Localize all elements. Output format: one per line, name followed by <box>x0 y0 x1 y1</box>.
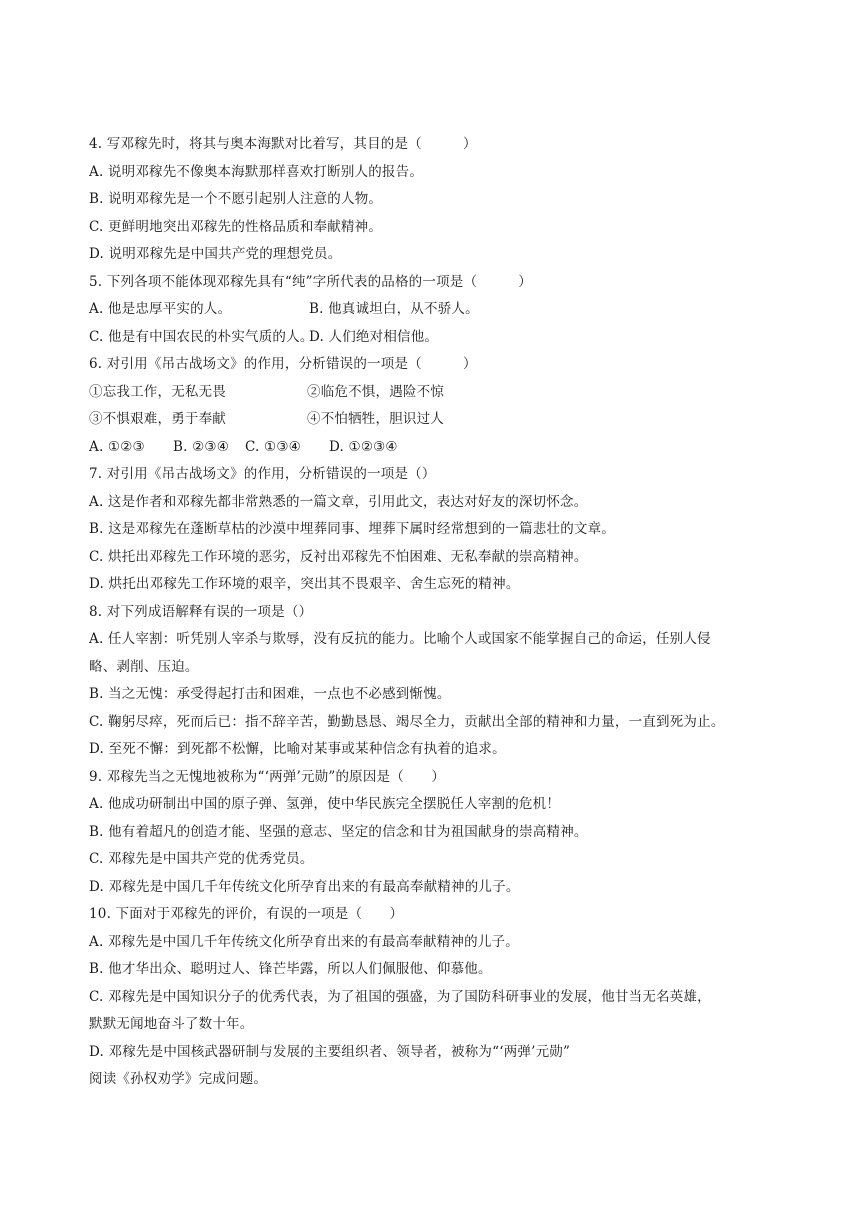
question-6-stem: 6. 对引用《吊古战场文》的作用，分析错误的一项是（ ） <box>89 356 477 372</box>
question-4-option-c: C. 更鲜明地突出邓稼先的性格品质和奉献精神。 <box>89 218 383 235</box>
question-4-option-a: A. 说明邓稼先不像奥本海默那样喜欢打断别人的报告。 <box>89 163 424 180</box>
question-8-option-d: D. 至死不懈：到死都不松懈，比喻对某事或某种信念有执着的追求。 <box>89 741 506 757</box>
question-7-option-d: D. 烘托出邓稼先工作环境的艰辛，突出其不畏艰辛、舍生忘死的精神。 <box>89 576 520 592</box>
question-10-option-a: A. 邓稼先是中国几千年传统文化所孕育出来的有最高奉献精神的儿子。 <box>89 933 519 950</box>
question-7-option-c: C. 烘托出邓稼先工作环境的恶劣，反衬出邓稼先不怕困难、无私奉献的崇高精神。 <box>89 548 588 565</box>
question-9-option-b: B. 他有着超凡的创造才能、坚强的意志、坚定的信念和甘为祖国献身的崇高精神。 <box>89 823 588 840</box>
question-6-option-b: B. ②③④ <box>173 438 230 455</box>
question-4-option-d: D. 说明邓稼先是中国共产党的理想党员。 <box>89 246 342 262</box>
question-9-option-c: C. 邓稼先是中国共产党的优秀党员。 <box>89 851 314 867</box>
reading-prompt: 阅读《孙权劝学》完成问题。 <box>89 1071 268 1087</box>
question-6-items-row-1 <box>89 379 789 407</box>
question-8-stem: 8. 对下列成语解释有误的一项是（） <box>89 603 313 620</box>
question-4-stem: 4. 写邓稼先时，将其与奥本海默对比着写，其目的是（ ） <box>89 136 477 152</box>
question-5-stem: 5. 下列各项不能体现邓稼先具有“纯”字所代表的品格的一项是（ ） <box>89 273 532 290</box>
question-6-item-1: ①忘我工作，无私无畏 <box>89 383 226 400</box>
question-9-option-d: D. 邓稼先是中国几千年传统文化所孕育出来的有最高奉献精神的儿子。 <box>89 878 520 895</box>
question-5-option-d: D. 人们绝对相信他。 <box>309 328 439 345</box>
question-7-option-b: B. 这是邓稼先在蓬断草枯的沙漠中埋葬同事、埋葬下属时经常想到的一篇悲壮的文章。 <box>89 521 616 537</box>
question-7-stem: 7. 对引用《吊古战场文》的作用，分析错误的一项是（） <box>89 466 436 482</box>
question-6-options-row <box>89 434 789 462</box>
question-4-option-b: B. 说明邓稼先是一个不愿引起别人注意的人物。 <box>89 191 383 207</box>
question-10-option-d: D. 邓稼先是中国核武器研制与发展的主要组织者、领导者，被称为“‘两弹’元勋” <box>89 1043 571 1060</box>
question-10-option-c-line-1: C. 邓稼先是中国知识分子的优秀代表，为了祖国的强盛，为了国防科研事业的发展，他甘当无名英雄， <box>89 988 711 1005</box>
question-6-option-c: C. ①③④ <box>245 438 301 455</box>
question-6-option-d: D. ①②③④ <box>329 438 398 455</box>
question-6-items-row-2 <box>89 406 789 434</box>
question-5-option-b: B. 他真诚坦白，从不骄人。 <box>309 301 479 317</box>
question-5-option-c: C. 他是有中国农民的朴实气质的人。 <box>89 328 314 345</box>
question-8-option-a-line-1: A. 任人宰割：听凭别人宰杀与欺辱，没有反抗的能力。比喻个人或国家不能掌握自己的命运，任别人侵 <box>89 631 711 647</box>
question-9-stem: 9. 邓稼先当之无愧地被称为“‘两弹’元勋”的原因是（ ） <box>89 768 446 785</box>
question-5-option-a: A. 他是忠厚平实的人。 <box>89 301 232 317</box>
question-list <box>89 131 789 1094</box>
question-9-option-a: A. 他成功研制出中国的原子弹、氢弹，使中华民族完全摆脱任人宰割的危机！ <box>89 796 561 812</box>
question-6-option-a: A. ①②③ <box>89 438 145 455</box>
question-8-option-c: C. 鞠躬尽瘁，死而后已：指不辞辛苦，勤勤恳恳、竭尽全力，贡献出全部的精神和力量，一直到死为止。 <box>89 713 725 730</box>
question-10-option-b: B. 他才华出众、聪明过人、锋芒毕露，所以人们佩服他、仰慕他。 <box>89 961 492 977</box>
question-6-item-2: ②临危不惧，遇险不惊 <box>307 383 444 400</box>
question-8-option-b: B. 当之无愧：承受得起打击和困难，一点也不必感到惭愧。 <box>89 686 451 702</box>
question-5-options-row-2 <box>89 324 789 352</box>
question-6-item-4: ④不怕牺牲，胆识过人 <box>307 411 444 427</box>
question-5-options-row-1 <box>89 296 789 324</box>
question-8-option-a-line-2: 略、剥削、压迫。 <box>89 658 199 675</box>
question-7-option-a: A. 这是作者和邓稼先都非常熟悉的一篇文章，引用此文，表达对好友的深切怀念。 <box>89 493 588 510</box>
question-10-option-c-line-2: 默默无闻地奋斗了数十年。 <box>89 1016 254 1032</box>
question-6-item-3: ③不惧艰难，勇于奉献 <box>89 411 226 427</box>
question-10-stem: 10. 下面对于邓稼先的评价，有误的一项是（ ） <box>89 906 404 922</box>
